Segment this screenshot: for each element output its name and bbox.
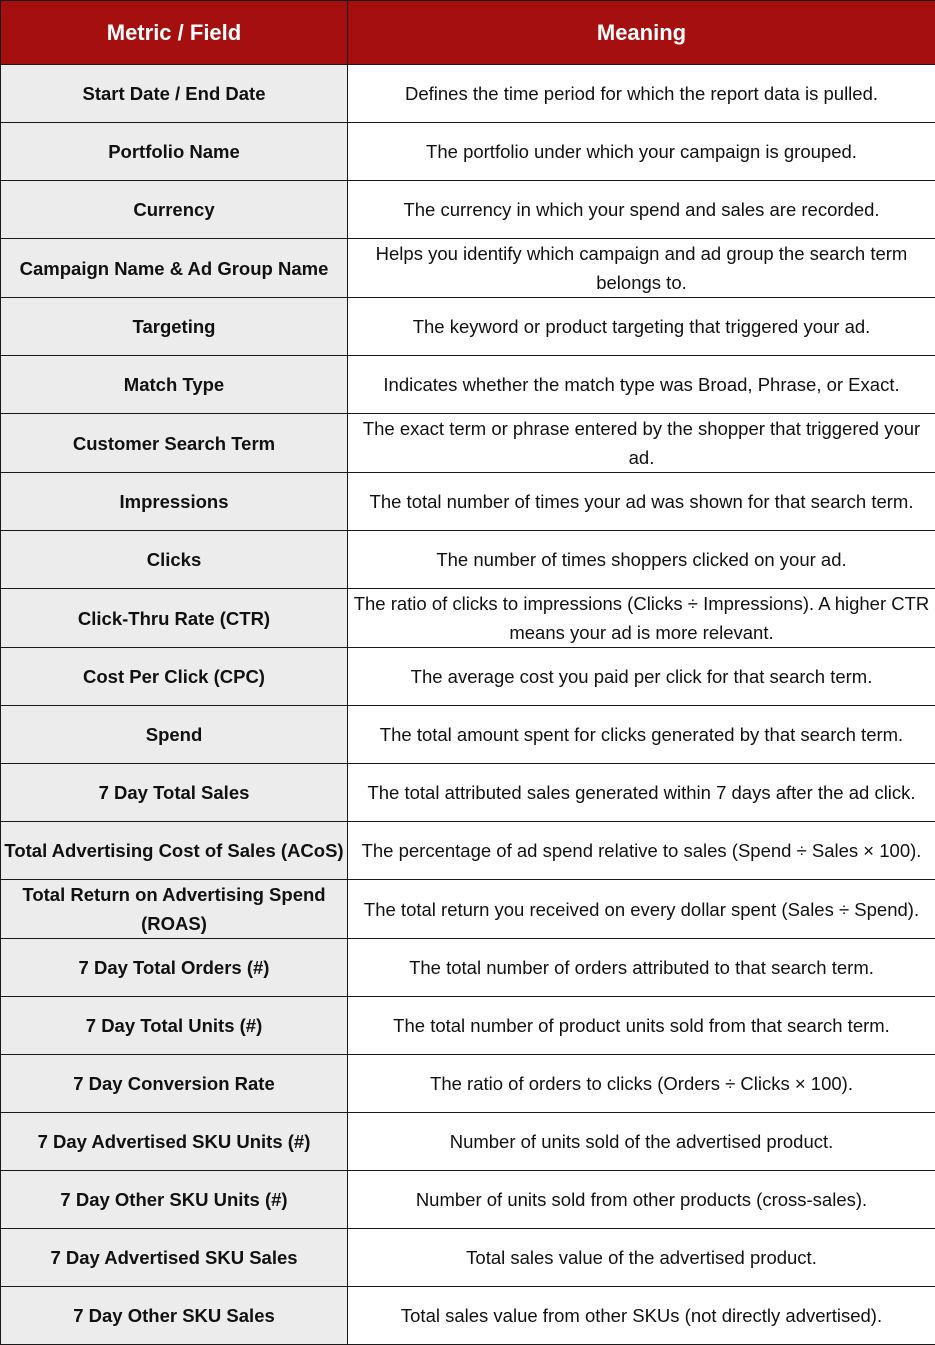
meaning-cell: The total attributed sales generated within 7 days after the ad click. [348, 764, 935, 822]
meaning-cell: The total number of times your ad was shown for that search term. [348, 473, 935, 531]
metric-cell: Total Return on Advertising Spend (ROAS) [1, 880, 348, 939]
meaning-cell: The number of times shoppers clicked on your ad. [348, 531, 935, 589]
metric-cell: Start Date / End Date [1, 65, 348, 123]
table-row [1, 822, 935, 880]
metric-cell: 7 Day Advertised SKU Units (#) [1, 1113, 348, 1171]
metric-cell: Impressions [1, 473, 348, 531]
table-row [1, 181, 935, 239]
meaning-cell: The total return you received on every dollar spent (Sales ÷ Spend). [348, 880, 935, 939]
meaning-cell: The portfolio under which your campaign is grouped. [348, 123, 935, 181]
meaning-cell: The currency in which your spend and sales are recorded. [348, 181, 935, 239]
table-row [1, 239, 935, 298]
meaning-cell: The total number of product units sold from that search term. [348, 997, 935, 1055]
metric-cell: Match Type [1, 356, 348, 414]
metric-cell: 7 Day Total Orders (#) [1, 939, 348, 997]
meaning-cell: Helps you identify which campaign and ad group the search term belongs to. [348, 239, 935, 298]
meaning-cell: Total sales value from other SKUs (not directly advertised). [348, 1287, 935, 1345]
meaning-cell: The ratio of clicks to impressions (Clicks ÷ Impressions). A higher CTR means your ad is more relevant. [348, 589, 935, 648]
meaning-cell: The keyword or product targeting that triggered your ad. [348, 298, 935, 356]
table-row [1, 1113, 935, 1171]
metric-cell: Spend [1, 706, 348, 764]
metric-cell: Cost Per Click (CPC) [1, 648, 348, 706]
metric-cell: 7 Day Total Sales [1, 764, 348, 822]
header-metric-field: Metric / Field [1, 1, 348, 65]
metric-cell: Click-Thru Rate (CTR) [1, 589, 348, 648]
table-row [1, 356, 935, 414]
table-row [1, 473, 935, 531]
metric-cell: Currency [1, 181, 348, 239]
metric-cell: 7 Day Other SKU Units (#) [1, 1171, 348, 1229]
metric-cell: Campaign Name & Ad Group Name [1, 239, 348, 298]
table-row [1, 589, 935, 648]
metric-cell: Targeting [1, 298, 348, 356]
meaning-cell: Total sales value of the advertised product. [348, 1229, 935, 1287]
table-row [1, 1055, 935, 1113]
metric-cell: 7 Day Other SKU Sales [1, 1287, 348, 1345]
meaning-cell: Indicates whether the match type was Broad, Phrase, or Exact. [348, 356, 935, 414]
table-header [1, 1, 935, 65]
table-row [1, 65, 935, 123]
meaning-cell: The total amount spent for clicks generated by that search term. [348, 706, 935, 764]
table-row [1, 1229, 935, 1287]
table-row [1, 880, 935, 939]
table-row [1, 997, 935, 1055]
metric-cell: Customer Search Term [1, 414, 348, 473]
table-body [1, 65, 935, 1345]
metric-cell: 7 Day Advertised SKU Sales [1, 1229, 348, 1287]
table-row [1, 648, 935, 706]
metric-cell: 7 Day Total Units (#) [1, 997, 348, 1055]
table-row [1, 1171, 935, 1229]
meaning-cell: The percentage of ad spend relative to sales (Spend ÷ Sales × 100). [348, 822, 935, 880]
table-row [1, 298, 935, 356]
meaning-cell: Number of units sold from other products (cross-sales). [348, 1171, 935, 1229]
table-row [1, 123, 935, 181]
table-row [1, 531, 935, 589]
metric-cell: Total Advertising Cost of Sales (ACoS) [1, 822, 348, 880]
meaning-cell: Number of units sold of the advertised product. [348, 1113, 935, 1171]
meaning-cell: The exact term or phrase entered by the shopper that triggered your ad. [348, 414, 935, 473]
metric-cell: Clicks [1, 531, 348, 589]
meaning-cell: The average cost you paid per click for that search term. [348, 648, 935, 706]
table-row [1, 706, 935, 764]
table-row [1, 939, 935, 997]
table-row [1, 414, 935, 473]
metric-cell: Portfolio Name [1, 123, 348, 181]
table-row [1, 1287, 935, 1345]
table-row [1, 764, 935, 822]
header-meaning: Meaning [348, 1, 935, 65]
meaning-cell: Defines the time period for which the report data is pulled. [348, 65, 935, 123]
metric-cell: 7 Day Conversion Rate [1, 1055, 348, 1113]
header-row [1, 1, 935, 65]
meaning-cell: The total number of orders attributed to that search term. [348, 939, 935, 997]
meaning-cell: The ratio of orders to clicks (Orders ÷ Clicks × 100). [348, 1055, 935, 1113]
